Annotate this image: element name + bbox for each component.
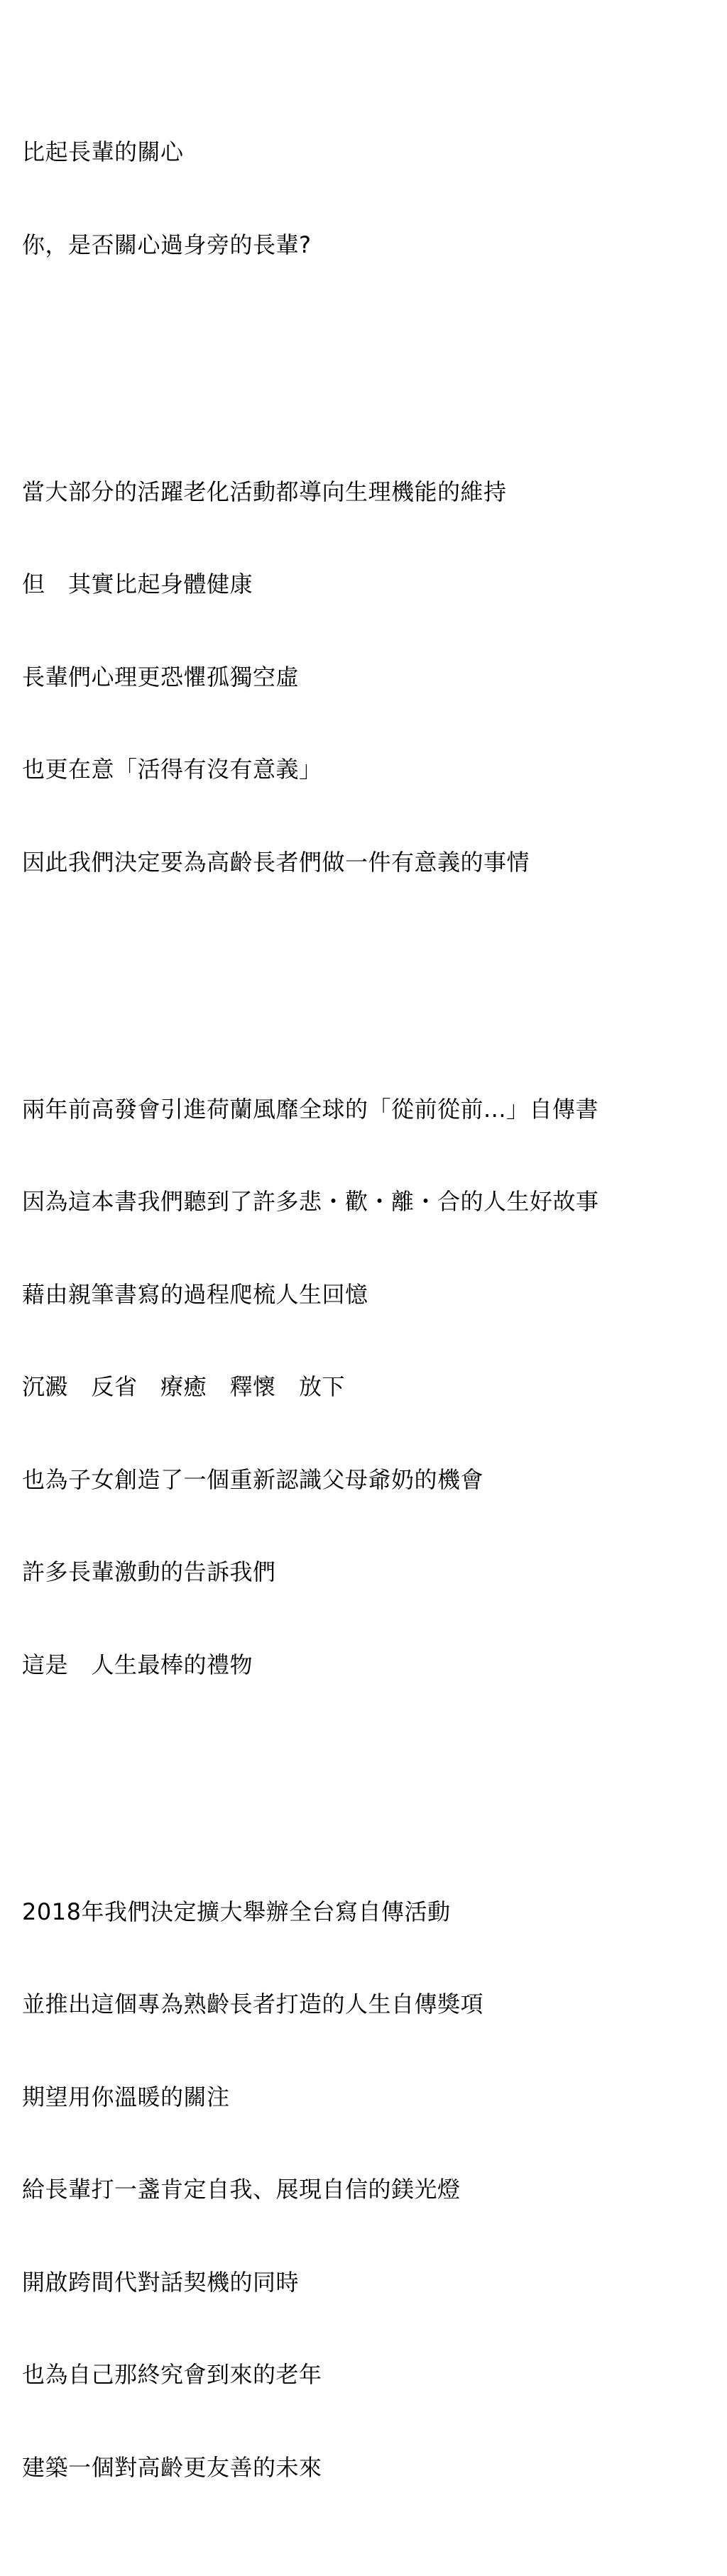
paragraph-2018-plan (22, 1835, 711, 2545)
text-line: 但 其實比起身體健康 (22, 571, 253, 598)
text-line: 也為子女創造了一個重新認識父母爺奶的機會 (22, 1465, 484, 1493)
text-line: 給長輩打一盞肯定自我、展現自信的鎂光燈 (22, 2176, 461, 2203)
paragraph-intro (22, 75, 711, 322)
paragraph-motivation (22, 415, 711, 940)
text-line: 藉由親筆書寫的過程爬梳人生回憶 (22, 1280, 368, 1308)
paragraph-history (22, 1033, 711, 1743)
document-body (22, 13, 711, 2576)
text-line: 也為自己那終究會到來的老年 (22, 2361, 322, 2388)
text-line: 因為這本書我們聽到了許多悲・歡・離・合的人生好故事 (22, 1188, 599, 1215)
text-line: 比起長輩的關心 (22, 138, 184, 165)
text-line: 也更在意「活得有沒有意義」 (22, 756, 322, 783)
text-line: 當大部分的活躍老化活動都導向生理機能的維持 (22, 478, 507, 505)
text-line: 建築一個對高齡更友善的未來 (22, 2453, 322, 2481)
text-line: 期望用你溫暖的關注 (22, 2083, 230, 2110)
text-line: 沉澱 反省 療癒 釋懷 放下 (22, 1373, 346, 1400)
text-line: 你，是否關心過身旁的長輩? (22, 231, 312, 258)
text-line: 因此我們決定要為高齡長者們做一件有意義的事情 (22, 848, 530, 876)
text-line: 並推出這個專為熟齡長者打造的人生自傳獎項 (22, 1991, 484, 2018)
text-line: 長輩們心理更恐懼孤獨空虛 (22, 663, 300, 690)
text-line: 許多長輩激動的告訴我們 (22, 1558, 276, 1585)
text-line: 2018年我們決定擴大舉辦全台寫自傳活動 (22, 1898, 451, 1925)
text-line: 兩年前高發會引進荷蘭風靡全球的「從前從前...」自傳書 (22, 1095, 599, 1123)
text-line: 開啟跨間代對話契機的同時 (22, 2268, 300, 2296)
text-line: 這是 人生最棒的禮物 (22, 1651, 253, 1678)
